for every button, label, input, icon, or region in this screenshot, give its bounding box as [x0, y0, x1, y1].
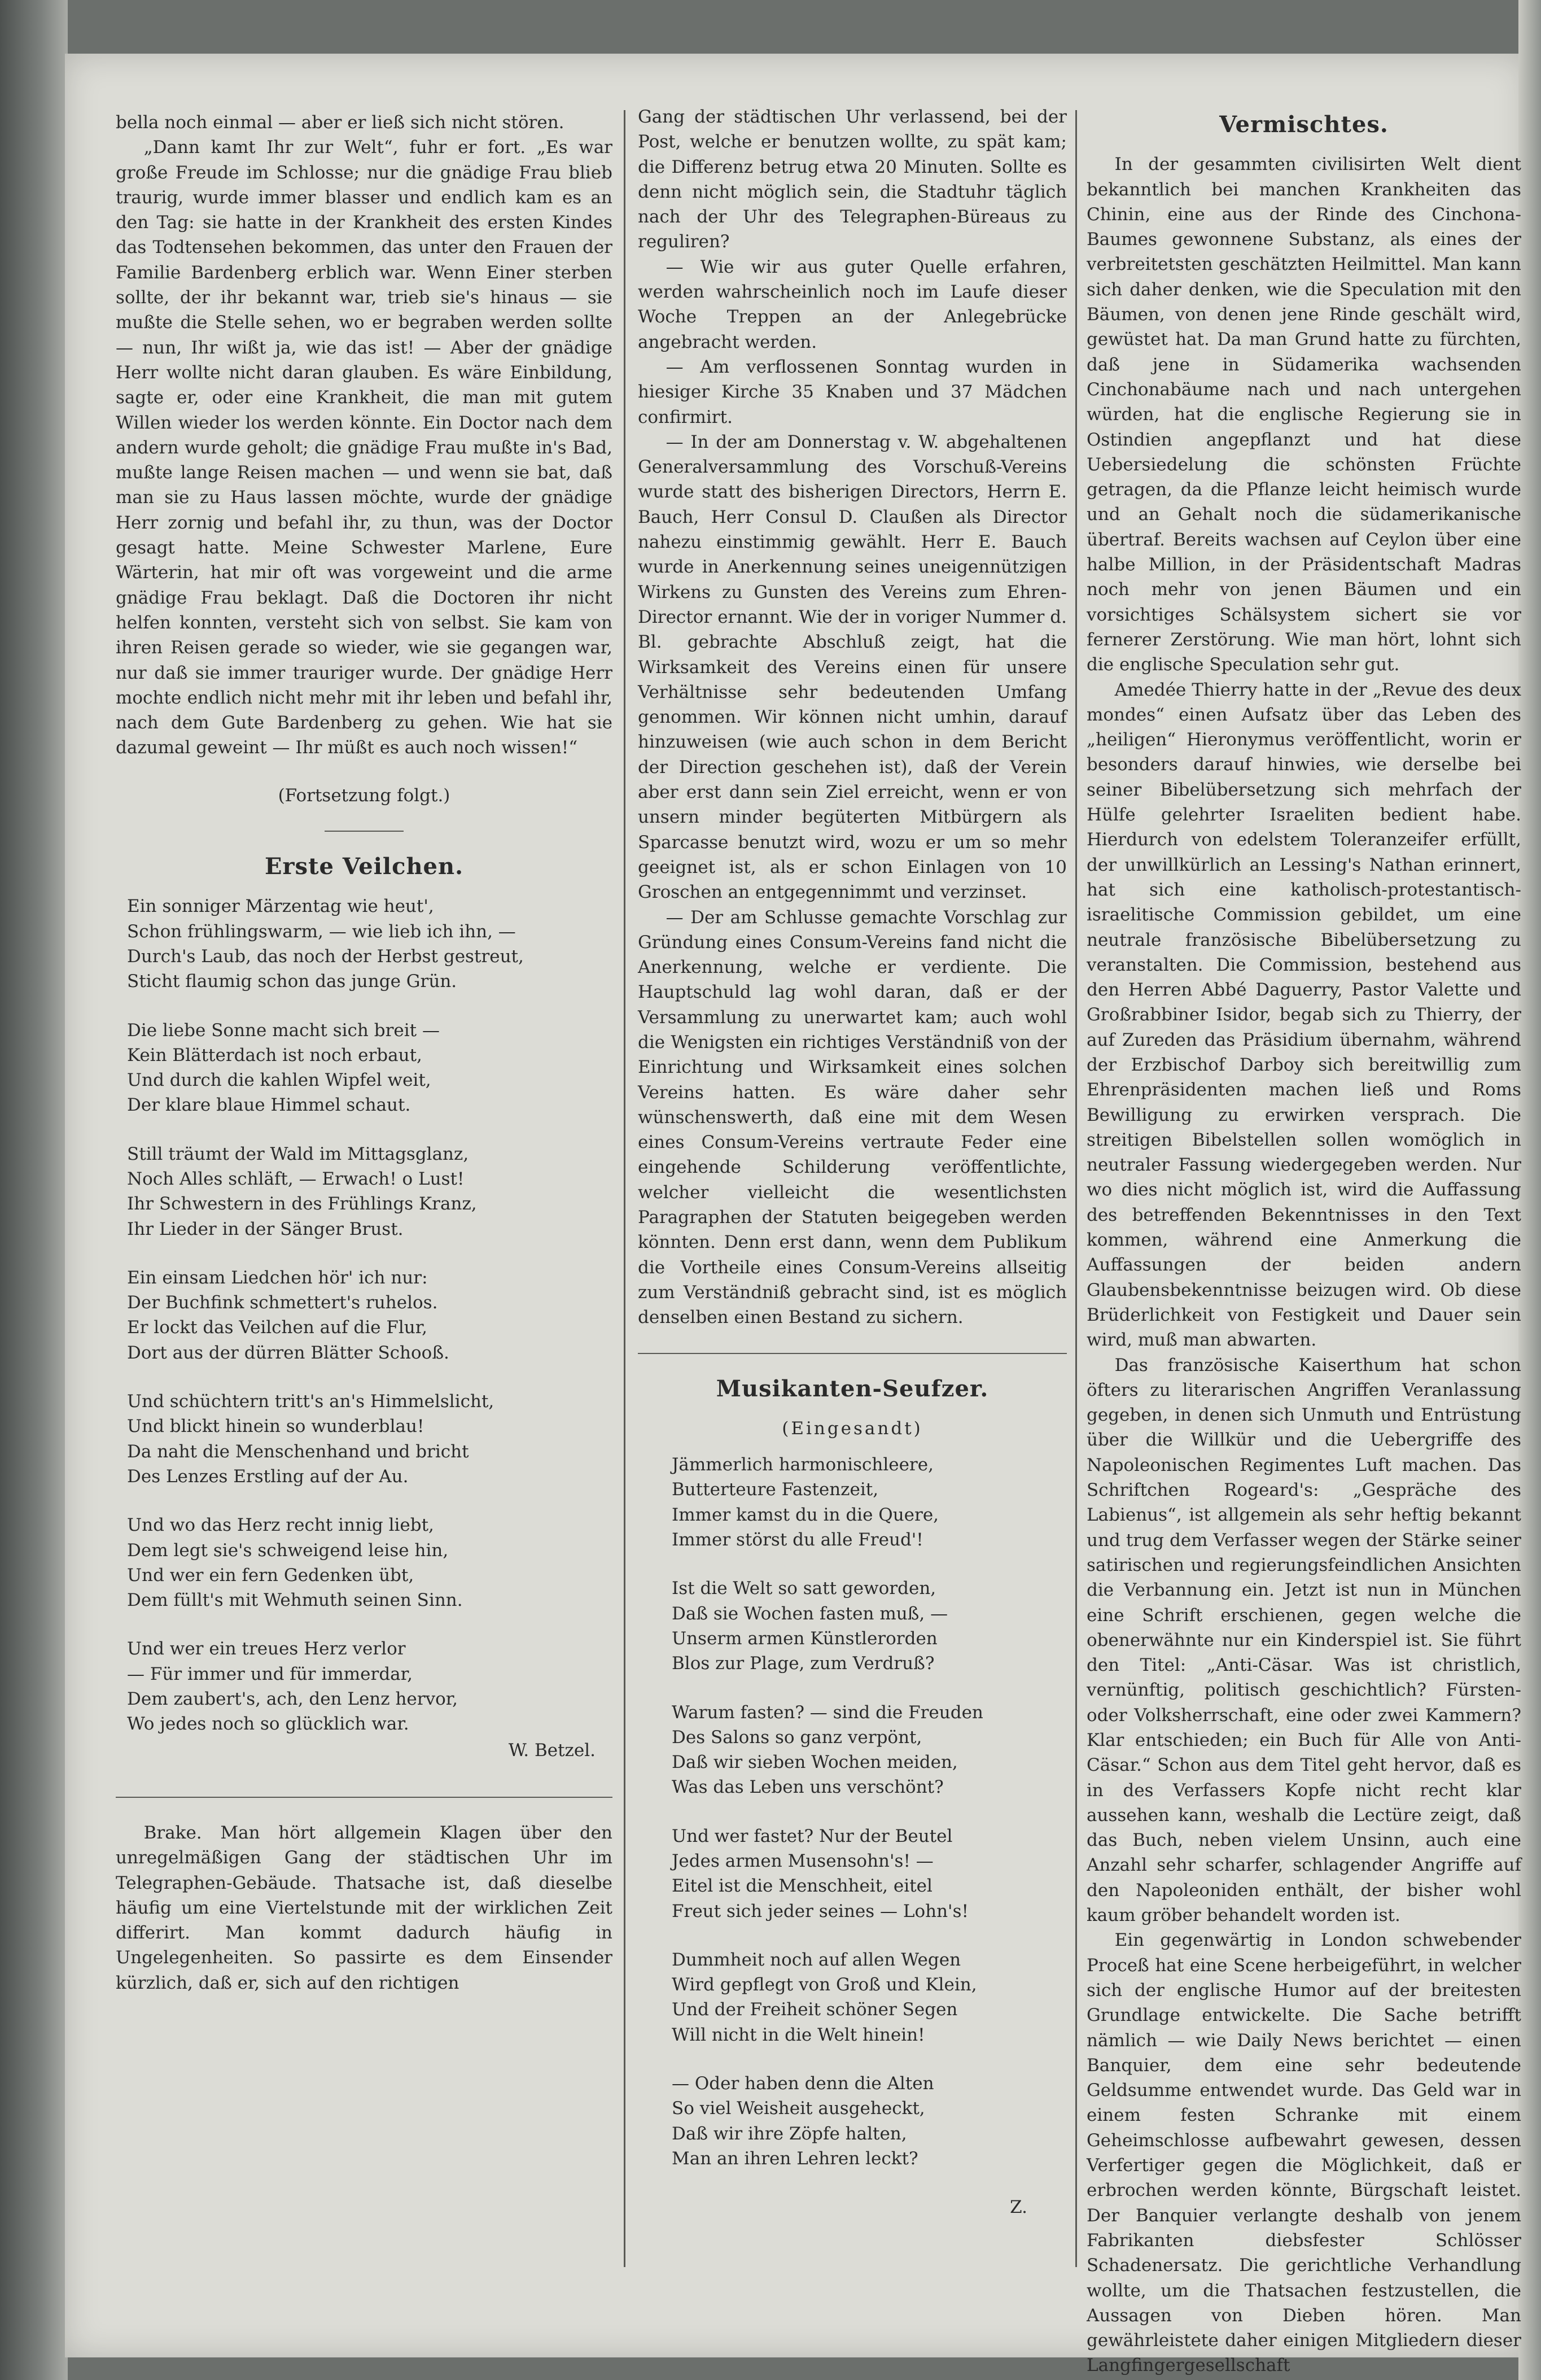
story-paragraph: „Dann kamt Ihr zur Welt“, fuhr er fort. „Es war große Freude im Schlosse; nur die gnädige Frau blieb traurig, wurde immer blasser und endlich kam es an den Tag: sie hatte in der Krankheit des ersten Kindes das Todtensehen bekommen, das unter den Frauen der Familie Bardenberg erblich war. Wenn Einer sterben sollte, der ihr bekannt war, trieb sie's hinaus — sie mußte die Stelle sehen, wo er begraben werden sollte — nun, Ihr wißt ja, wie das ist! — Aber der gnädige Herr wollte nicht daran glauben. Es wäre Einbildung, sagte er, oder eine Krankheit, die man mit gutem Willen wieder los werden könnte. Ein Doctor nach dem andern wurde geholt; die gnädige Frau mußte in's Bad, mußte lange Reisen machen — und wenn sie bat, daß man sie zu Haus lassen möchte, wurde der gnädige Herr zornig und befahl ihr, zu thun, was der Doctor gesagt hatte. Meine Schwester Marlene, Eure Wärterin, hat mir oft was vorgeweint und die arme gnädige Frau beklagt. Daß die Doctoren ihr nicht helfen konnten, versteht sich von selbst. Sie kam von ihren Reisen gerade so wieder, wie sie gegangen war, nur daß sie immer trauriger wurde. Der gnädige Herr mochte endlich nicht mehr mit ihr leben und befahl ihr, nach dem Gute Bardenberg zu gehen. Wie hat sie dazumal geweint — Ihr müßt es auch noch wissen!“: [116, 137, 612, 758]
poem-author: Z.: [1010, 2197, 1027, 2218]
poem-line: Durch's Laub, das noch der Herbst gestreut,: [127, 946, 524, 967]
poem-line: Ist die Welt so satt geworden,: [672, 1578, 936, 1599]
news-paragraph: Das französische Kaiserthum hat schon öfters zu literarischen Angriffen Veranlassung gegeben, in denen sich Unmuth und Entrüstung über die Willkür und die Uebergriffe des Napoleonischen Regimentes Luft machen. Das Schriftchen Rogeard's: „Gespräche des Labienus“, ist allgemein als sehr heftig bekannt und trug dem Verfasser wegen der Stärke seiner satirischen und regierungsfeindlichen Ansichten die Verbannung ein. Jetzt ist nun in München eine Schrift erschienen, gegen welche die obenerwähnte nur ein Kinderspiel ist. Sie führt den Titel: „Anti-Cäsar. Was ist christlich, vernünftig, politisch geschichtlich? Fürsten- oder Volksherrschaft, eine oder zwei Kammern? Klar entschieden; ein Buch für Alle von Anti-Cäsar.“ Schon aus dem Titel geht hervor, daß es in des Verfassers Kopfe nicht recht klar aussehen kann, weshalb die Lectüre zeigt, daß das Buch, neben vielem Unsinn, auch eine Anzahl sehr scharfer, schlagender Angriffe auf den Napoleoniden enthält, der bisher wohl kaum gröber behandelt worden ist.: [1087, 1355, 1521, 1926]
poem-line: — Für immer und für immerdar,: [127, 1663, 413, 1684]
poem-line: Man an ihren Lehren leckt?: [672, 2148, 918, 2169]
news-paragraph: — Der am Schlusse gemachte Vorschlag zur Gründung eines Consum-Vereins fand nicht die Anerkennung, welche er verdiente. Die Hauptschuld lag wohl daran, daß er der Versammlung zu unerwartet kam; auch wohl die Wenigsten ein richtiges Verständniß von der Einrichtung und Wirksamkeit eines solchen Vereins hatten. Es wäre daher sehr wünschenswerth, daß eine mit dem Wesen eines Consum-Vereins vertraute Feder eine eingehende Schilderung veröffentlichte, welcher vielleicht die wesentlichsten Paragraphen der Statuten beigegeben werden könnten. Denn erst dann, wenn dem Publikum die Vortheile eines Consum-Vereins allseitig zum Verständniß gebracht sind, ist es möglich denselben einen Bestand zu sichern.: [638, 907, 1067, 1328]
poem-line: Schon frühlingswarm, — wie lieb ich ihn, —: [127, 921, 516, 942]
poem-line: Und wer ein fern Gedenken übt,: [127, 1565, 414, 1586]
poem-stanza: [127, 894, 612, 994]
separator: [116, 1797, 612, 1798]
poem-line: Ihr Lieder in der Sänger Brust.: [127, 1219, 404, 1239]
poem-line: Der klare blaue Himmel schaut.: [127, 1095, 411, 1116]
news-paragraph: — In der am Donnerstag v. W. abgehaltenen Generalversammlung des Vorschuß-Vereins wurde statt des bisherigen Directors, Herrn E. Bauch, Herr Consul D. Claußen als Director nahezu einstimmig gewählt. Herr E. Bauch wurde in Anerkennung seines uneigennützigen Wirkens zu Gunsten des Vereins zum Ehren-Director ernannt. Wie der in voriger Nummer d. Bl. gebrachte Abschluß zeigt, hat die Wirksamkeit des Vereins einen für unsere Verhältnisse sehr bedeutenden Umfang genommen. Wir können nicht umhin, darauf hinzuweisen (wie auch schon in dem Bericht der Direction geschehen ist), daß der Verein aber erst dann sein Ziel erreicht, wenn er von unsern minder begüterten Mitbürgern als Sparcasse benutzt wird, wozu er um so mehr geeignet ist, als er schon Einlagen von 10 Groschen an entgegennimmt und verzinset.: [638, 431, 1067, 903]
poem-line: Will nicht in die Welt hinein!: [672, 2024, 925, 2045]
poem-line: Wird gepflegt von Groß und Klein,: [672, 1975, 977, 1995]
poem-line: Jedes armen Musensohn's! —: [672, 1851, 934, 1871]
poem-stanza: [672, 1452, 1067, 1552]
poem-stanza: [672, 2071, 1067, 2171]
poem-line: Dummheit noch auf allen Wegen: [672, 1949, 961, 1970]
poem-line: Und durch die kahlen Wipfel weit,: [127, 1070, 431, 1091]
poem-line: Wo jedes noch so glücklich war.: [127, 1714, 409, 1735]
poem-stanza: [127, 1142, 612, 1242]
poem-line: Immer kamst du in die Quere,: [672, 1504, 939, 1525]
poem-stanza: [672, 1947, 1067, 2047]
poem-line: Sticht flaumig schon das junge Grün.: [127, 971, 457, 992]
news-paragraph: — Wie wir aus guter Quelle erfahren, werden wahrscheinlich noch im Laufe dieser Woche Treppen an der Anlegebrücke angebracht werden.: [638, 256, 1067, 352]
separator: [325, 831, 404, 832]
poem-title: Musikanten-Seufzer.: [716, 1375, 989, 1402]
poem-line: Noch Alles schläft, — Erwach! o Lust!: [127, 1168, 465, 1189]
poem-line: Da naht die Menschenhand und bricht: [127, 1441, 469, 1462]
scan-right-edge: [1518, 0, 1541, 2380]
poem-line: Und blickt hinein so wunderblau!: [127, 1416, 424, 1437]
poem-stanza: [672, 1700, 1067, 1800]
column-divider-1: [624, 110, 625, 2267]
poem-line: Ein sonniger Märzentag wie heut',: [127, 896, 434, 917]
news-paragraph: Brake. Man hört allgemein Klagen über den unregelmäßigen Gang der städtischen Uhr im Telegraphen-Gebäude. Thatsache ist, daß dieselbe häufig um eine Viertelstunde mit der wirklichen Zeit differirt. Man kommt dadurch häufig in Ungelegenheiten. So passirte es dem Einsender kürzlich, daß er, sich auf den richtigen: [116, 1822, 612, 1993]
poem-stanza: [672, 1824, 1067, 1924]
poem-line: Warum fasten? — sind die Freuden: [672, 1702, 983, 1723]
column-3: [1087, 104, 1521, 2378]
poem-stanza: [127, 1018, 612, 1118]
poem-line: Still träumt der Wald im Mittagsglanz,: [127, 1143, 469, 1164]
poem-line: Und wo das Herz recht innig liebt,: [127, 1515, 434, 1536]
poem-stanza: [672, 1576, 1067, 1676]
poem-line: Freut sich jeder seines — Lohn's!: [672, 1901, 969, 1922]
poem-line: Der Buchfink schmettert's ruhelos.: [127, 1292, 438, 1313]
poem-stanza: [127, 1389, 612, 1489]
poem-line: Und wer fastet? Nur der Beutel: [672, 1826, 953, 1846]
poem-line: Und schüchtern tritt's an's Himmelslicht,: [127, 1391, 494, 1412]
poem-line: Des Lenzes Erstling auf der Au.: [127, 1466, 409, 1487]
poem-line: Dem füllt's mit Wehmuth seinen Sinn.: [127, 1590, 463, 1611]
news-paragraph: In der gesammten civilisirten Welt dient bekanntlich bei manchen Krankheiten das Chinin, eine aus der Rinde des Cinchona-Baumes gewonnene Substanz, als eines der verbreitetsten geschätzten Heilmittel. Man kann sich daher denken, wie die Speculation mit den Bäumen, von denen jene Rinde geschält wird, gewüstet hat. Da man Grund hatte zu fürchten, daß jene in Südamerika wachsenden Cinchonabäume nach und nach untergehen würden, hat die englische Regierung sie in Ostindien angepflanzt und hat diese Uebersiedelung die schönsten Früchte getragen, da die Pflanze leicht heimisch wurde und an Gehalt noch die südamerikanische übertraf. Bereits wachsen auf Ceylon über eine halbe Million, in der Präsidentschaft Madras noch mehr von jenen Bäumen und ein vorsichtiges Schälsystem sichert sie vor fernerer Zerstörung. Wie man hört, lohnt sich die englische Speculation sehr gut.: [1087, 154, 1521, 675]
poem-line: Dem legt sie's schweigend leise hin,: [127, 1540, 449, 1561]
story-paragraph: bella noch einmal — aber er ließ sich nicht stören.: [116, 112, 564, 133]
poem-line: Ein einsam Liedchen hör' ich nur:: [127, 1267, 428, 1288]
news-paragraph: Ein gegenwärtig in London schwebender Proceß hat eine Scene herbeigeführt, in welcher sich der englische Humor auf der breitesten Grundlage entwickelte. Die Sache betrifft nämlich — wie Daily News berichtet — einen Banquier, dem eine sehr bedeutende Geldsumme entwendet wurde. Das Geld war in einem festen Schranke mit einem Geheimschlosse aufbewahrt gewesen, dessen Verfertiger gegen die Möglichkeit, daß er erbrochen werden könnte, Bürgschaft leistet. Der Banquier verlangte deshalb von jenem Fabrikanten diebsfester Schlösser Schadenersatz. Die gerichtliche Verhandlung wollte, um die Thatsachen festzustellen, die Aussagen von Dieben hören. Man gewährleistete daher einigen Mitgliedern dieser Langfingergesellschaft: [1087, 1930, 1521, 2376]
poem-line: Immer störst du alle Freud'!: [672, 1530, 923, 1551]
poem-line: Daß sie Wochen fasten muß, —: [672, 1603, 948, 1624]
news-paragraph: Gang der städtischen Uhr verlassend, bei der Post, welche er benutzen wollte, zu spät kam; die Differenz betrug etwa 20 Minuten. Sollte es denn nicht möglich sein, die Stadtuhr täglich nach der Uhr des Telegraphen-Büreaus zu reguliren?: [638, 107, 1067, 252]
poem-author: W. Betzel.: [508, 1740, 596, 1761]
poem-line: Unserm armen Künstlerorden: [672, 1628, 938, 1649]
continued-note: (Fortsetzung folgt.): [278, 785, 450, 806]
poem-line: Blos zur Plage, zum Verdruß?: [672, 1653, 935, 1674]
poem-line: Er lockt das Veilchen auf die Flur,: [127, 1317, 428, 1338]
poem-line: Was das Leben uns verschönt?: [672, 1777, 944, 1798]
poem-erste-veilchen: [127, 894, 612, 1736]
poem-line: Eitel ist die Menschheit, eitel: [672, 1876, 933, 1897]
poem-line: Daß wir sieben Wochen meiden,: [672, 1752, 958, 1773]
poem-line: Des Salons so ganz verpönt,: [672, 1727, 922, 1748]
separator: [638, 1353, 1067, 1354]
poem-line: Und der Freiheit schöner Segen: [672, 1999, 958, 2020]
poem-musikanten-seufzer: [672, 1452, 1067, 2171]
column-divider-2: [1075, 110, 1077, 2267]
section-heading: Vermischtes.: [1219, 111, 1389, 138]
poem-line: Dort aus der dürren Blätter Schooß.: [127, 1342, 449, 1363]
poem-line: Dem zaubert's, ach, den Lenz hervor,: [127, 1689, 458, 1710]
scan-binding-shadow: [0, 0, 68, 2380]
poem-line: Die liebe Sonne macht sich breit —: [127, 1020, 440, 1041]
poem-line: Jämmerlich harmonischleere,: [672, 1455, 934, 1475]
poem-line: So viel Weisheit ausgeheckt,: [672, 2098, 925, 2119]
poem-line: Ihr Schwestern in des Frühlings Kranz,: [127, 1194, 477, 1215]
poem-title: Erste Veilchen.: [264, 853, 464, 880]
column-2: [638, 104, 1067, 2220]
poem-line: Und wer ein treues Herz verlor: [127, 1639, 406, 1660]
news-paragraph: — Am verflossenen Sonntag wurden in hiesiger Kirche 35 Knaben und 37 Mädchen confirmirt.: [638, 356, 1067, 427]
column-1: [116, 110, 612, 1995]
poem-line: Daß wir ihre Zöpfe halten,: [672, 2123, 907, 2144]
poem-line: Kein Blätterdach ist noch erbaut,: [127, 1045, 422, 1065]
poem-subtitle: (Eingesandt): [782, 1418, 923, 1439]
news-paragraph: Amedée Thierry hatte in der „Revue des deux mondes“ einen Aufsatz über das Leben des „heiligen“ Hieronymus veröffentlicht, worin er besonders darauf hinwies, wie derselbe bei seiner Bibelübersetzung sich mehrfach der Hülfe gelehrter Israeliten bedient habe. Hierdurch von edelstem Toleranzeifer erfüllt, der unwillkürlich an Lessing's Nathan erinnert, hat sich eine katholisch-protestantisch-israelitische Commission gebildet, um eine neutrale französische Bibelübersetzung zu veranstalten. Die Commission, bestehend aus den Herren Abbé Daguerry, Pastor Valette und Großrabbiner Isidor, begab sich zu Thierry, der auf Zureden das Präsidium übernahm, während der Erzbischof Darboy sich bereitwillig zum Ehrenpräsidenten machen ließ und Roms Bewilligung zu erwirken versprach. Die streitigen Bibelstellen sollen womöglich in neutraler Fassung wiedergegeben werden. Nur wo dies nicht möglich ist, wird die Auffassung des betreffenden Bekenntnisses in den Text kommen, während eine Anmerkung die Auffassungen der beiden andern Glaubensbekenntnisse beizugen wird. Ob diese Brüderlichkeit von Festigkeit und Dauer sein wird, muß man abwarten.: [1087, 679, 1521, 1351]
poem-line: Butterteure Fastenzeit,: [672, 1479, 879, 1500]
poem-stanza: [127, 1265, 612, 1365]
poem-stanza: [127, 1636, 612, 1736]
poem-stanza: [127, 1513, 612, 1613]
poem-line: — Oder haben denn die Alten: [672, 2073, 934, 2094]
